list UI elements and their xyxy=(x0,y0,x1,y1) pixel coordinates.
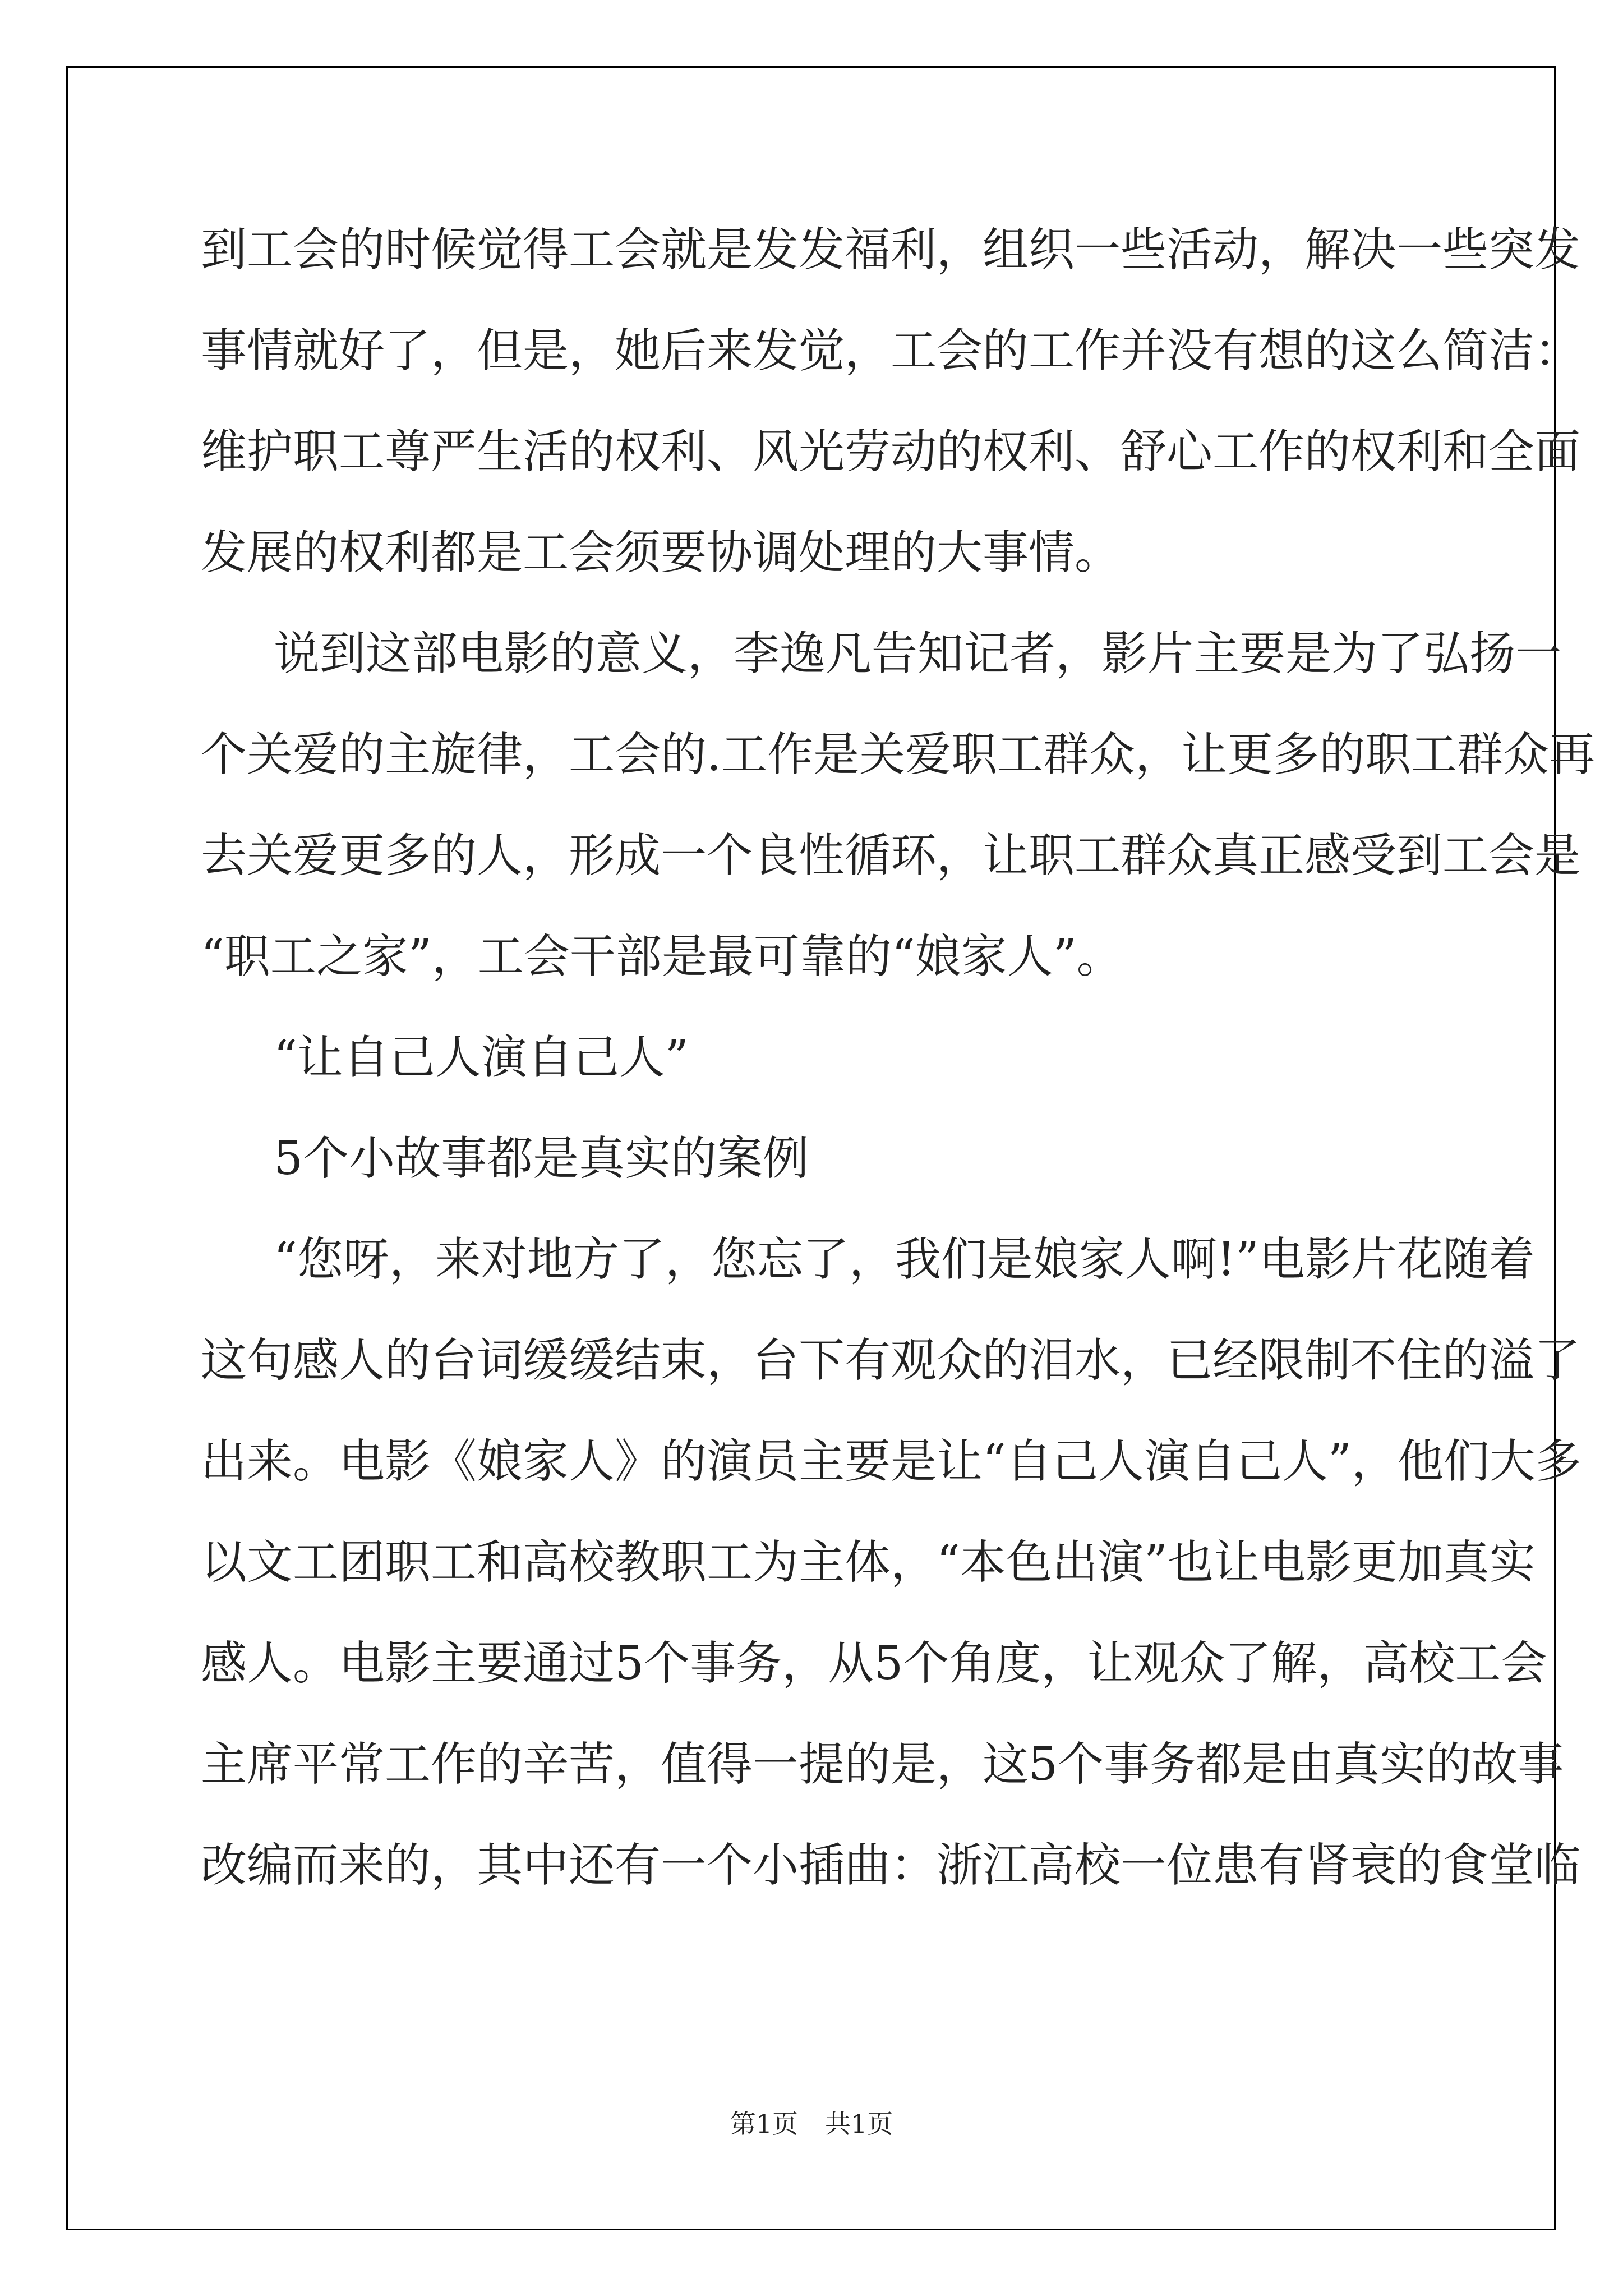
text-line-11: “您呀，来对地方了，您忘了，我们是娘家人啊!”电影片花随着 xyxy=(274,1233,1535,1286)
text-line-12: 这句感人的台词缓缓结束，台下有观众的泪水，已经限制不住的溢了 xyxy=(201,1334,1581,1387)
text-line-4: 发展的权利都是工会须要协调处理的大事情。 xyxy=(201,526,1121,579)
text-line-1: 到工会的时候觉得工会就是发发福利，组织一些活动，解决一些突发 xyxy=(201,223,1581,277)
page-number-label: 第1页 xyxy=(730,2109,798,2139)
total-pages-label: 共1页 xyxy=(825,2109,893,2139)
text-line-6: 个关爱的主旋律，工会的.工作是关爱职工群众，让更多的职工群众再 xyxy=(201,728,1596,781)
text-line-2: 事情就好了，但是，她后来发觉，工会的工作并没有想的这么简洁： xyxy=(201,324,1581,378)
text-line-8: “职工之家”，工会干部是最可靠的“娘家人”。 xyxy=(201,930,1123,983)
text-line-15: 感人。电影主要通过5个事务，从5个角度，让观众了解，高校工会 xyxy=(201,1637,1547,1690)
text-line-5: 说到这部电影的意义，李逸凡告知记者，影片主要是为了弘扬一 xyxy=(274,627,1562,680)
text-line-13: 出来。电影《娘家人》的演员主要是让“自己人演自己人”，他们大多 xyxy=(201,1435,1581,1488)
text-line-3: 维护职工尊严生活的权利、风光劳动的权利、舒心工作的权利和全面 xyxy=(201,425,1581,478)
text-line-7: 去关爱更多的人，形成一个良性循环，让职工群众真正感受到工会是 xyxy=(201,829,1581,882)
text-line-16: 主席平常工作的辛苦，值得一提的是，这5个事务都是由真实的故事 xyxy=(201,1738,1564,1791)
page-footer xyxy=(0,2107,1623,2141)
text-line-17: 改编而来的，其中还有一个小插曲：浙江高校一位患有肾衰的食堂临 xyxy=(201,1839,1581,1892)
section-heading-2: 5个小故事都是真实的案例 xyxy=(274,1132,809,1185)
text-line-14: 以文工团职工和高校教职工为主体，“本色出演”也让电影更加真实 xyxy=(201,1536,1536,1589)
section-heading-1: “让自己人演自己人” xyxy=(274,1031,689,1084)
